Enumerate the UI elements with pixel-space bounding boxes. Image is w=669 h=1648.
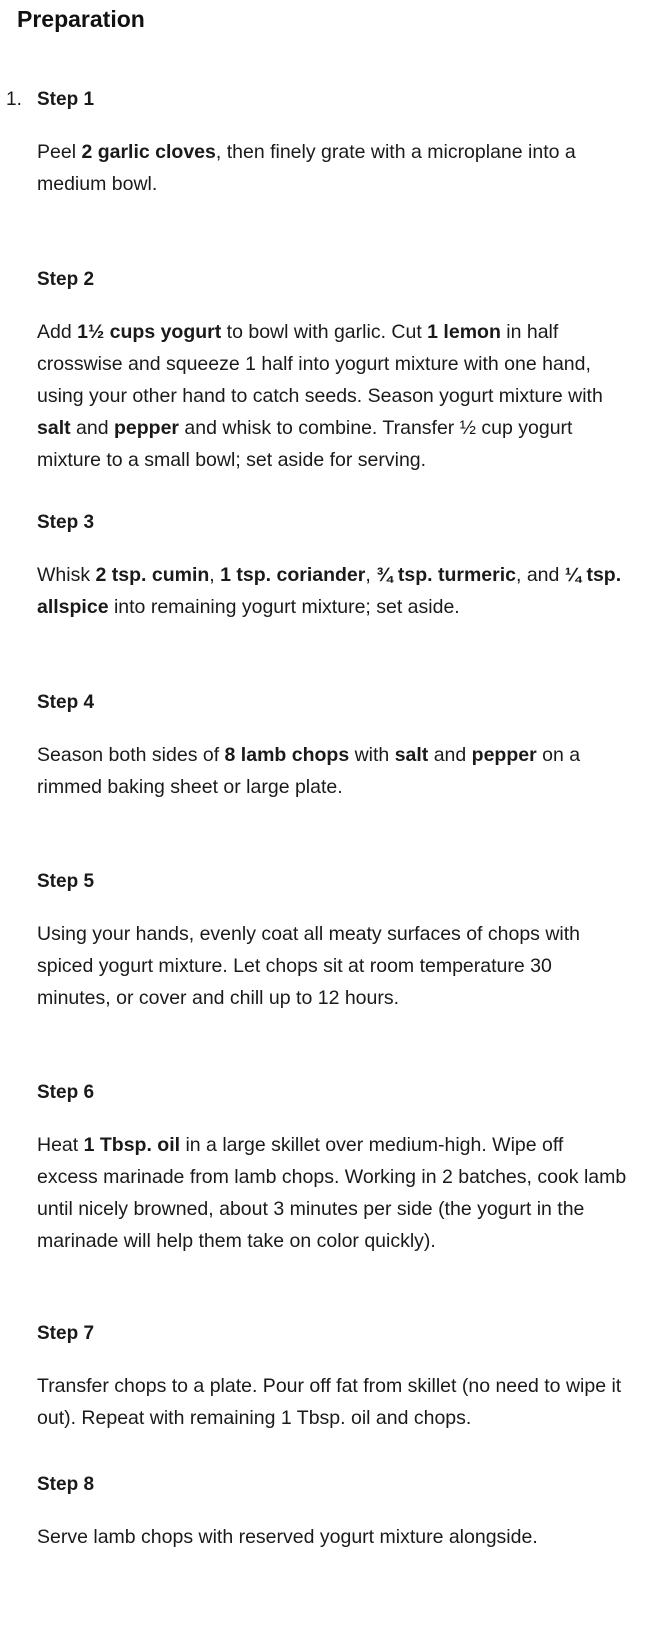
step-text — [37, 918, 627, 1014]
step-text-run: into remaining yogurt mixture; set aside. — [108, 596, 460, 618]
step-text-run: and — [428, 744, 472, 766]
step-text-run: and — [70, 417, 114, 439]
step-title: Step 3 — [37, 512, 95, 533]
step-text-run: Heat — [37, 1134, 84, 1156]
step-text — [37, 1521, 627, 1553]
ingredient-highlight: salt — [394, 744, 429, 766]
step-title: Step 8 — [37, 1474, 95, 1495]
ingredient-highlight: 1 tsp. coriander — [220, 564, 366, 586]
step-text-run: , — [209, 564, 221, 586]
step-text — [37, 1129, 627, 1257]
step-title: Step 1 — [37, 89, 95, 110]
step-text — [37, 559, 627, 623]
ingredient-highlight: pepper — [471, 744, 537, 766]
step-2 — [37, 264, 627, 471]
ingredient-highlight: 1 Tbsp. oil — [83, 1134, 181, 1156]
step-text-run: Whisk — [37, 564, 96, 586]
step-title: Step 5 — [37, 871, 95, 892]
ingredient-highlight: 8 lamb chops — [224, 744, 350, 766]
ingredient-highlight: 1½ cups yogurt — [77, 321, 222, 343]
step-title: Step 2 — [37, 269, 95, 290]
step-text-run: Season both sides of — [37, 744, 225, 766]
step-text-run: Add — [37, 321, 78, 343]
page-title: Preparation — [17, 6, 145, 32]
step-text — [37, 136, 627, 200]
ingredient-highlight: pepper — [113, 417, 179, 439]
step-text-run: Serve lamb chops with reserved yogurt mixture alongside. — [37, 1526, 538, 1548]
step-text-run: in a large skillet over medium-high. Wipe off excess marinade from lamb chops. Working in 2 batches, cook lamb until nicely browned, about 3 minutes per side (the yogurt in the marinade will help them take on color quickly). — [37, 1134, 627, 1252]
step-text-run: to bowl with garlic. Cut — [221, 321, 428, 343]
ingredient-highlight: salt — [37, 417, 71, 439]
step-text-run: and whisk to combine. Transfer ½ cup yogurt mixture to a small bowl; set aside for serving. — [37, 417, 573, 471]
step-text-run: in half crosswise and squeeze 1 half into yogurt mixture with one hand, using your other hand to catch seeds. Season yogurt mixture with — [37, 321, 603, 407]
step-7 — [37, 1318, 627, 1429]
step-5 — [37, 866, 627, 1009]
ingredient-highlight: ¾ tsp. turmeric — [376, 564, 516, 586]
step-text-run: , — [365, 564, 377, 586]
step-text — [37, 1370, 627, 1434]
step-text — [37, 739, 627, 803]
step-title: Step 4 — [37, 692, 95, 713]
step-8 — [37, 1469, 627, 1548]
ingredient-highlight: 2 garlic cloves — [81, 141, 216, 163]
step-text-run: Transfer chops to a plate. Pour off fat from skillet (no need to wipe it out). Repeat with remaining 1 Tbsp. oil and chops. — [37, 1375, 622, 1429]
list-marker: 1. — [6, 89, 22, 110]
step-text-run: Using your hands, evenly coat all meaty surfaces of chops with spiced yogurt mixture. Let chops sit at room temperature 30 minutes, or cover and chill up to 12 hours. — [37, 923, 581, 1009]
step-title: Step 7 — [37, 1323, 95, 1344]
ingredient-highlight: 2 tsp. cumin — [95, 564, 210, 586]
step-text-run: with — [349, 744, 395, 766]
step-title: Step 6 — [37, 1082, 95, 1103]
step-text-run: Peel — [37, 141, 82, 163]
step-text-run: on a rimmed baking sheet or large plate. — [37, 744, 581, 798]
step-6 — [37, 1077, 627, 1252]
ingredient-highlight: ¼ tsp. allspice — [37, 564, 622, 618]
step-text-run: , and — [515, 564, 565, 586]
step-text-run: , then finely grate with a microplane into a medium bowl. — [37, 141, 576, 195]
ingredient-highlight: 1 lemon — [427, 321, 501, 343]
step-text — [37, 316, 627, 476]
step-1 — [6, 84, 627, 195]
step-3 — [37, 507, 627, 618]
step-4 — [37, 687, 627, 798]
